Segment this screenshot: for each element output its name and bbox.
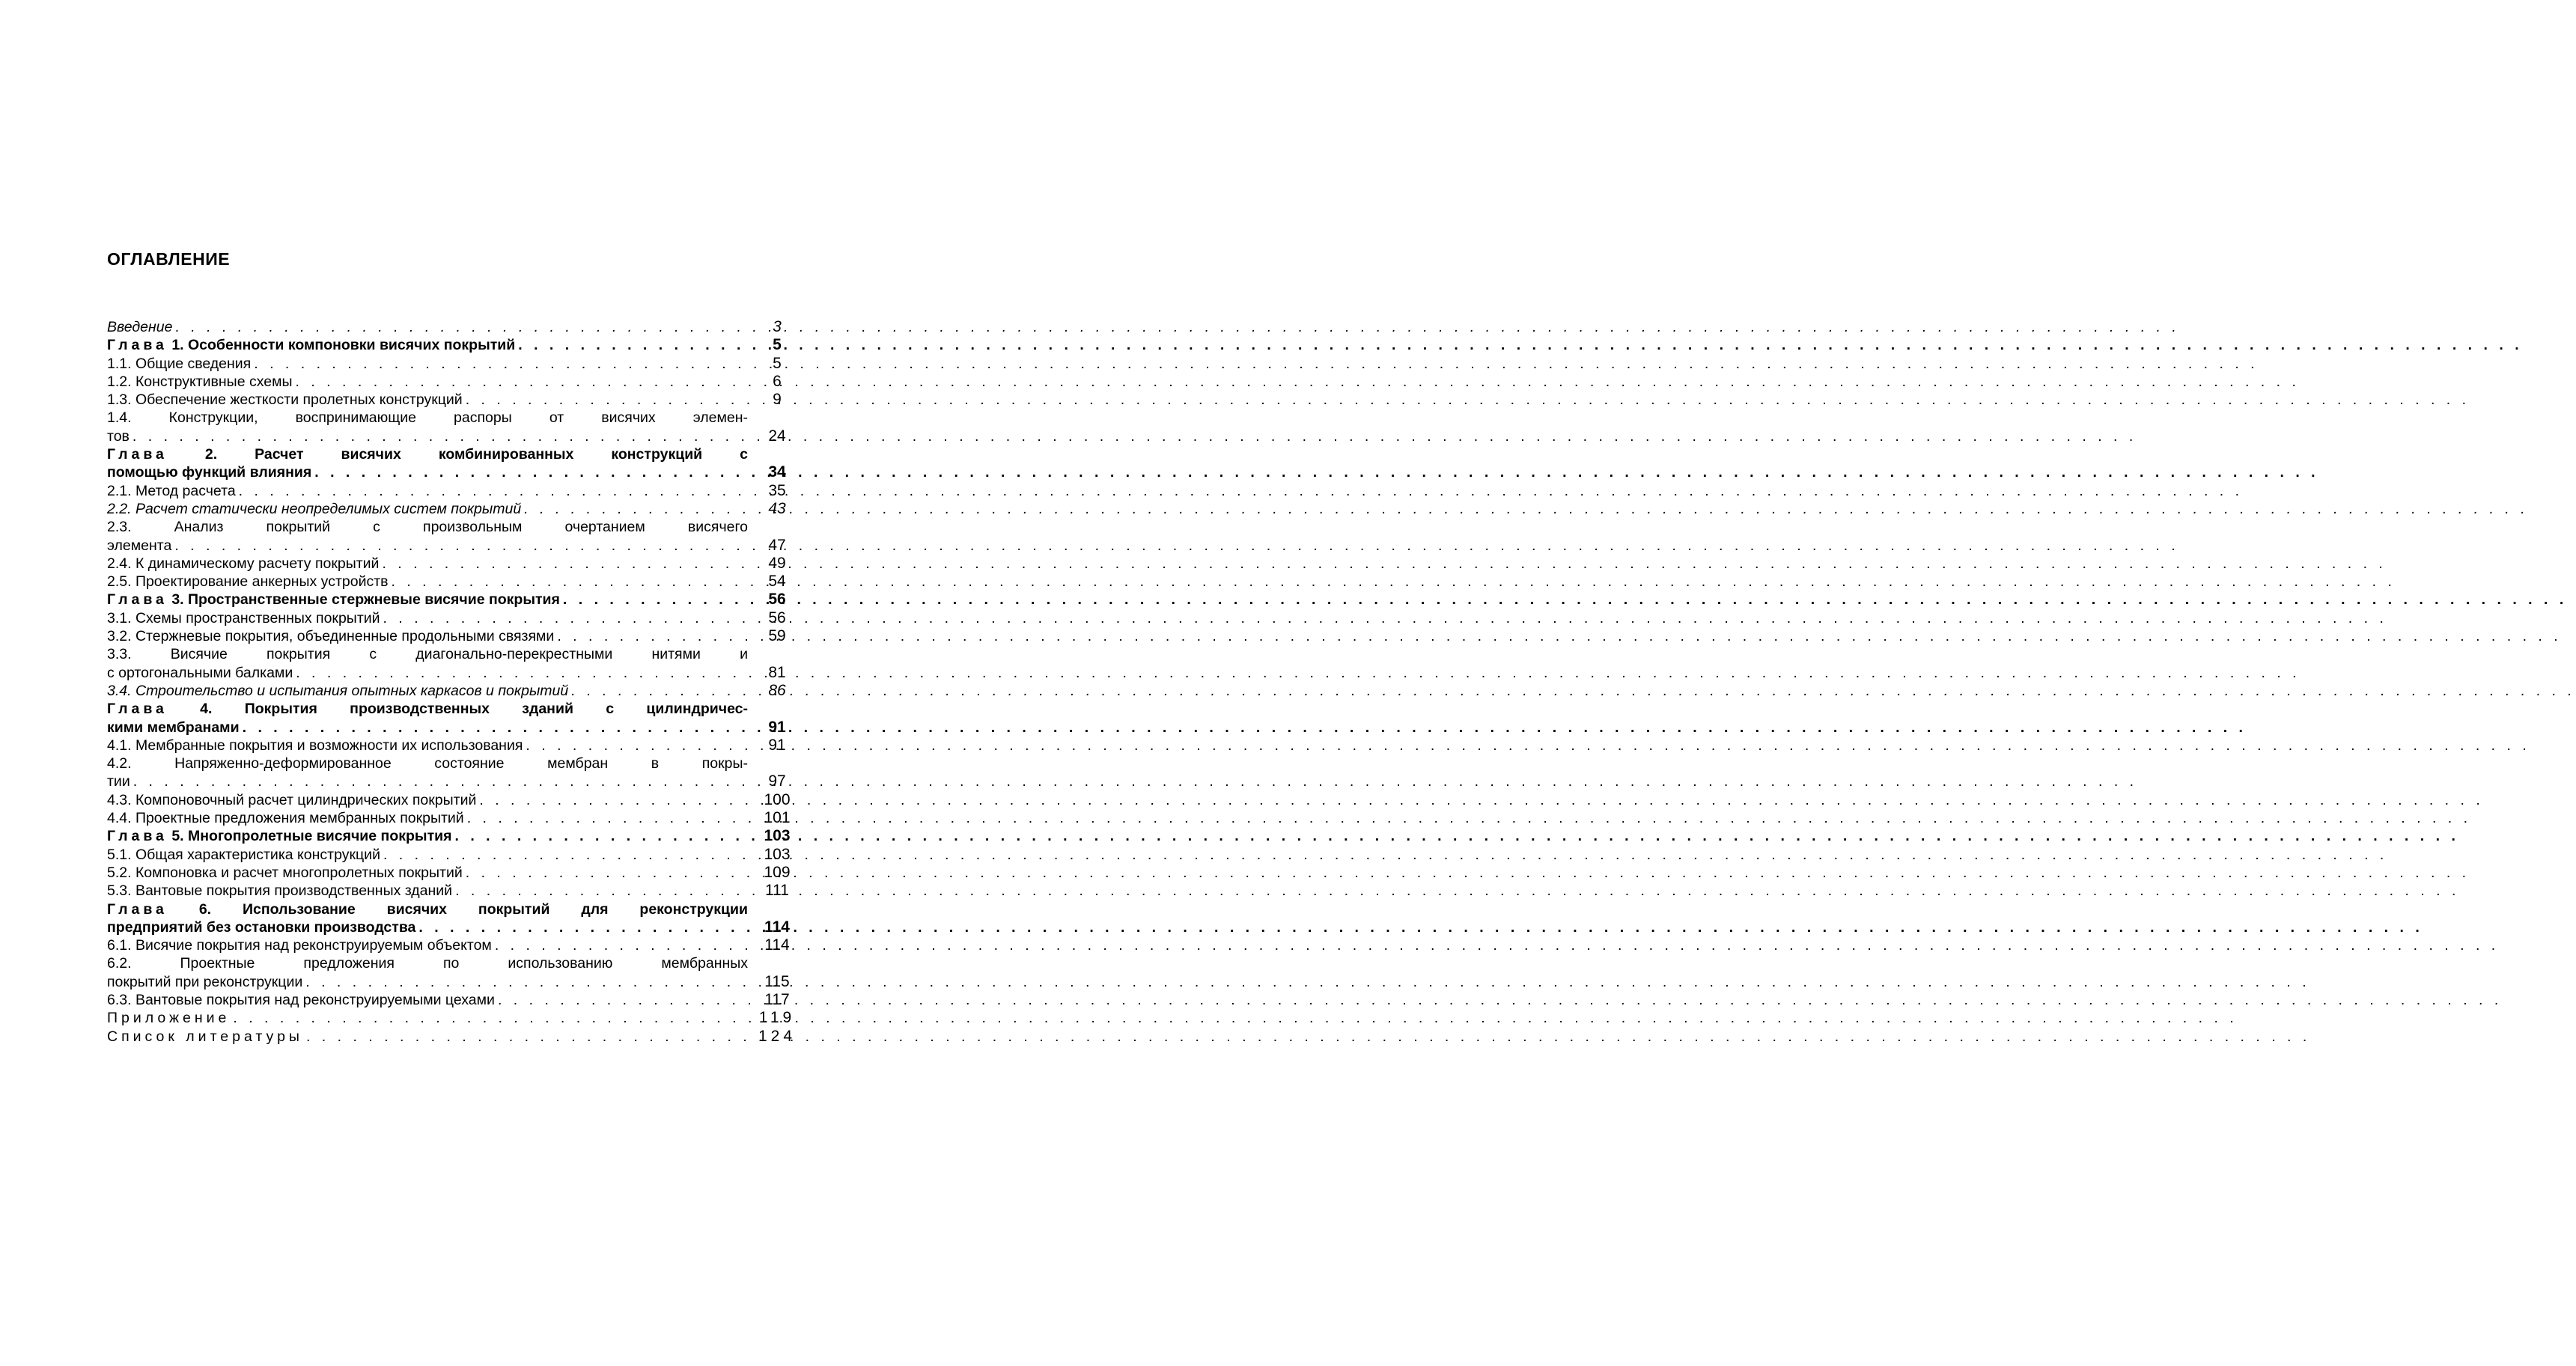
dot-leader — [392, 573, 749, 591]
dot-leader — [526, 737, 749, 754]
toc-entry-page: 117 — [764, 990, 790, 1008]
toc-entry-page: 97 — [768, 772, 786, 790]
dot-leader — [174, 537, 749, 555]
toc-entry — [107, 809, 801, 827]
dot-leader — [239, 482, 749, 500]
dot-leader — [233, 1009, 749, 1027]
toc-entry-text: 4. Покрытия производственных зданий с цилиндричес- — [167, 701, 748, 718]
toc-entry-page: 124 — [758, 1027, 797, 1045]
toc-entry-title — [107, 591, 560, 609]
dot-leader — [455, 882, 749, 900]
toc-entry-page: 100 — [764, 790, 791, 808]
toc-entry — [107, 555, 801, 573]
toc-entry-title: 5.3. Вантовые покрытия производственных зданий — [107, 882, 453, 900]
dot-leader — [243, 719, 749, 737]
toc-entry-page: 47 — [768, 536, 786, 554]
toc-entry — [107, 882, 801, 900]
chapter-label: Глава — [107, 701, 168, 718]
dot-leader — [383, 846, 749, 864]
toc-entry — [107, 737, 801, 754]
toc-entry-page: 35 — [768, 481, 786, 499]
toc-entry-first-line — [107, 900, 748, 918]
toc-entry — [107, 791, 801, 809]
chapter-label: Глава — [107, 828, 168, 845]
dot-leader — [571, 682, 749, 700]
toc-entry — [107, 682, 801, 700]
dot-leader — [306, 1028, 749, 1046]
toc-entry-title: 2.5. Проектирование анкерных устройств — [107, 573, 389, 591]
toc-entry-page: 103 — [764, 827, 791, 845]
toc-entry-page: 86 — [768, 681, 786, 699]
toc-entry-text: 1. Особенности компоновки висячих покрытий — [167, 337, 516, 354]
toc-entry — [107, 627, 801, 645]
toc-entry-page: 109 — [764, 863, 791, 881]
dot-leader — [296, 664, 749, 682]
toc-entry-text: 5. Многопролетные висячие покрытия — [167, 828, 452, 845]
toc-entry — [107, 355, 801, 373]
toc-entry-title: 1.2. Конструктивные схемы — [107, 373, 293, 390]
toc-entry-page: 81 — [768, 663, 786, 681]
toc-entry-page: 56 — [768, 591, 786, 609]
toc-entry-page: 101 — [764, 809, 791, 827]
toc-entry-title: Приложение — [107, 1010, 231, 1027]
toc-entry — [107, 772, 801, 790]
toc-entry-title: 6.3. Вантовые покрытия над реконструируемыми цехами — [107, 991, 495, 1008]
toc-entry-first-line — [107, 700, 748, 718]
toc-entry — [107, 591, 801, 609]
dot-leader — [518, 336, 749, 354]
toc-entry-title: 2.2. Расчет статически неопределимых систем покрытий — [107, 500, 522, 517]
toc-entry-page: 59 — [768, 627, 786, 645]
toc-entry-title — [107, 336, 515, 354]
toc-entry-page: 3 — [773, 318, 782, 335]
toc-entry — [107, 573, 801, 591]
toc-entry — [107, 427, 801, 445]
toc-entry-page: 49 — [768, 554, 786, 572]
toc-entry-page: 24 — [768, 427, 786, 445]
dot-leader — [133, 772, 749, 790]
toc-entry-title: 5.1. Общая характеристика конструкций — [107, 846, 380, 863]
toc-entry — [107, 991, 801, 1009]
toc-entry-first-line: 4.2. Напряженно-деформированное состояние мембран в покры- — [107, 755, 748, 772]
toc-entry-title: с ортогональными балками — [107, 664, 293, 681]
toc-entry — [107, 609, 801, 627]
page-title: ОГЛАВЛЕНИЕ — [107, 249, 231, 269]
toc-entry-page: 5 — [773, 336, 782, 354]
chapter-label: Глава — [107, 591, 168, 609]
chapter-label: Глава — [107, 337, 168, 354]
dot-leader — [175, 318, 749, 336]
toc-entry-page: 43 — [768, 499, 786, 517]
toc-entry-page: 6 — [773, 372, 782, 390]
chapter-label: Глава — [107, 900, 168, 918]
toc-entry — [107, 373, 801, 391]
toc-entry-title: покрытий при реконструкции — [107, 973, 303, 990]
dot-leader — [418, 918, 749, 936]
toc-entry-page: 114 — [764, 936, 790, 954]
toc-entry-page: 34 — [768, 463, 786, 481]
chapter-label: Глава — [107, 446, 168, 463]
toc-entry-title: 6.1. Висячие покрытия над реконструируемым объектом — [107, 937, 492, 954]
toc-entry — [107, 1009, 801, 1027]
dot-leader — [466, 391, 749, 409]
toc-entry — [107, 918, 801, 936]
toc-entry-text: 3. Пространственные стержневые висячие покрытия — [167, 591, 560, 609]
toc-entry-title: 1.3. Обеспечение жесткости пролетных конструкций — [107, 391, 463, 409]
toc-entry-title: Список литературы — [107, 1028, 303, 1045]
toc-entry-title: помощью функций влияния — [107, 464, 312, 481]
dot-leader — [455, 827, 749, 845]
dot-leader — [524, 500, 749, 518]
toc-entry — [107, 864, 801, 882]
toc-entry-title: 3.1. Схемы пространственных покрытий — [107, 609, 380, 626]
dot-leader — [133, 427, 749, 445]
toc-entry-page: 91 — [768, 718, 786, 736]
toc-entry — [107, 1028, 801, 1046]
toc-entry-title: тии — [107, 773, 130, 790]
dot-leader — [314, 463, 749, 481]
toc-entry-text: 2. Расчет висячих комбинированных конструкций с — [167, 446, 748, 463]
toc-entry — [107, 719, 801, 737]
toc-entry — [107, 846, 801, 864]
dot-leader — [557, 627, 749, 645]
toc-entry-page: 115 — [764, 972, 790, 990]
dot-leader — [563, 591, 749, 609]
dot-leader — [382, 555, 749, 573]
dot-leader — [296, 373, 749, 391]
toc-entry-title: 3.2. Стержневые покрытия, объединенные продольными связями — [107, 628, 555, 645]
toc-entry-title: 5.2. Компоновка и расчет многопролетных покрытий — [107, 864, 463, 881]
toc-entry — [107, 664, 801, 682]
toc-entry-first-line: 2.3. Анализ покрытий с произвольным очертанием висячего — [107, 519, 748, 536]
toc-entry-title: элемента — [107, 537, 172, 554]
toc-entry-title — [107, 827, 452, 845]
toc-entry-page: 91 — [768, 736, 786, 754]
toc-entry-page: 119 — [758, 1009, 796, 1027]
toc-entry-title: Введение — [107, 319, 173, 335]
dot-leader — [467, 809, 749, 827]
toc-entry-page: 103 — [764, 845, 791, 863]
toc-entry-title: 3.4. Строительство и испытания опытных каркасов и покрытий — [107, 682, 569, 699]
toc-entry — [107, 936, 801, 954]
toc-entry-first-line: 3.3. Висячие покрытия с диагонально-перекрестными нитями и — [107, 646, 748, 663]
toc-entry-page: 111 — [765, 882, 789, 900]
toc-entry-title: 1.1. Общие сведения — [107, 355, 252, 372]
toc-entry-title: тов — [107, 427, 130, 445]
dot-leader — [498, 991, 749, 1009]
toc-entry-title: кими мембранами — [107, 719, 240, 736]
dot-leader — [305, 973, 749, 991]
dot-leader — [254, 355, 749, 373]
toc-entry — [107, 827, 801, 845]
dot-leader — [495, 936, 749, 954]
toc-entry — [107, 318, 801, 336]
toc-entry-title: 4.1. Мембранные покрытия и возможности их использования — [107, 737, 523, 754]
toc-entry-first-line — [107, 445, 748, 463]
toc-entry — [107, 463, 801, 481]
toc-entry — [107, 482, 801, 500]
dot-leader — [479, 791, 749, 809]
toc-entry — [107, 973, 801, 991]
toc-entry-page: 54 — [768, 573, 786, 591]
toc-entry-first-line: 1.4. Конструкции, воспринимающие распоры от висячих элемен- — [107, 409, 748, 427]
toc-entry-title: 4.4. Проектные предложения мембранных покрытий — [107, 810, 464, 827]
toc-entry — [107, 537, 801, 555]
toc-entry-first-line: 6.2. Проектные предложения по использованию мембранных — [107, 955, 748, 972]
toc-entry-page: 5 — [773, 354, 782, 372]
toc-entry-title: 2.4. К динамическому расчету покрытий — [107, 555, 380, 572]
toc-entry — [107, 500, 801, 518]
toc-entry-text: 6. Использование висячих покрытий для реконструкции — [167, 900, 748, 918]
toc-entry — [107, 336, 801, 354]
dot-leader — [383, 609, 749, 627]
toc-entry-title: 4.3. Компоновочный расчет цилиндрических покрытий — [107, 791, 477, 808]
dot-leader — [466, 864, 749, 882]
toc-entry-page: 56 — [768, 609, 786, 626]
table-of-contents — [107, 318, 801, 1046]
toc-entry-title: предприятий без остановки производства — [107, 918, 416, 936]
toc-entry — [107, 391, 801, 409]
toc-entry-title: 2.1. Метод расчета — [107, 482, 236, 499]
toc-entry-page: 114 — [764, 918, 790, 936]
toc-entry-page: 9 — [773, 391, 782, 409]
